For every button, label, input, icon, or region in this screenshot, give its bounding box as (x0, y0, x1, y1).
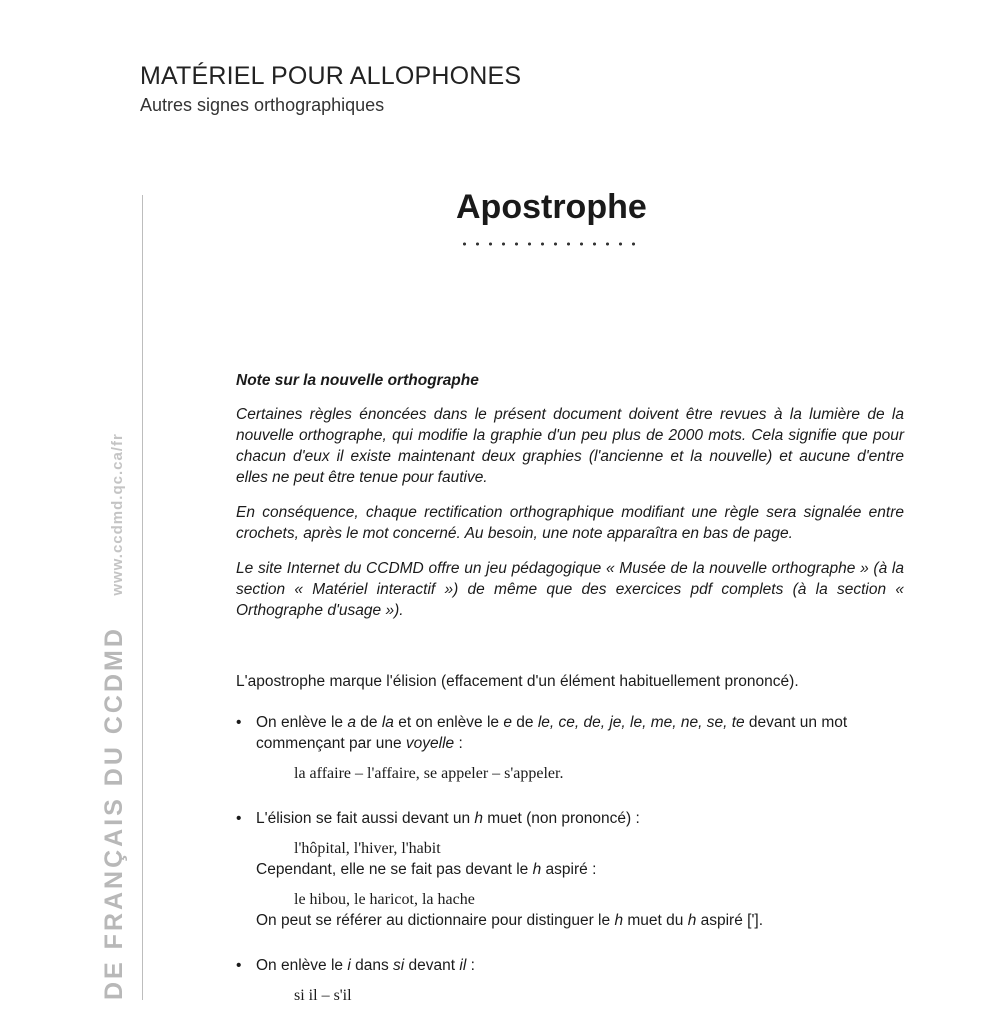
side-divider (142, 195, 143, 1000)
rule-item (236, 808, 904, 931)
document-header (140, 62, 521, 116)
example-text: la affaire – l'affaire, se appeler – s'appeler. (294, 765, 564, 782)
side-url-text: www.ccdmd.qc.ca/fr (109, 433, 126, 596)
bullet-icon: • (236, 957, 242, 974)
page-title: Apostrophe (456, 188, 647, 226)
rule-text: L'élision se fait aussi devant un h muet (non prononcé) : (256, 810, 640, 827)
title-dotted-underline (458, 242, 640, 246)
example-text: si il – s'il (294, 987, 352, 1004)
side-brand-text: DE FRANÇAIS DU CCDMD (100, 626, 128, 1000)
rule-item (236, 712, 904, 784)
intro-paragraph: L'apostrophe marque l'élision (effacement d'un élément habituellement prononcé). (236, 673, 799, 690)
note-paragraph: En conséquence, chaque rectification orthographique modifiant une règle sera signalée entre crochets, après le mot concerné. Au besoin, une note apparaîtra en bas de page. (236, 504, 904, 542)
rule-text: On enlève le a de la et on enlève le e de le, ce, de, je, le, me, ne, se, te devant un mot commençant par une voyelle : (256, 714, 848, 752)
rule-text: Cependant, elle ne se fait pas devant le h aspiré : (256, 861, 597, 878)
header-subtitle: Autres signes orthographiques (140, 95, 385, 115)
example-text: l'hôpital, l'hiver, l'habit (294, 840, 441, 857)
document-body (236, 370, 904, 1030)
note-paragraph: Le site Internet du CCDMD offre un jeu pédagogique « Musée de la nouvelle orthographe » (à la section « Matériel interactif ») de même que des exercices pdf complets (à la section « Orthographe d'usage »). (236, 560, 904, 619)
note-section (236, 370, 904, 621)
rule-text: On peut se référer au dictionnaire pour distinguer le h muet du h aspiré [']. (256, 912, 764, 929)
example-text: le hibou, le haricot, la hache (294, 891, 475, 908)
note-paragraph: Certaines règles énoncées dans le présent document doivent être revues à la lumière de la nouvelle orthographe, qui modifie la graphie d'un peu plus de 2000 mots. Cela signifie que pour chacun d'eux il existe maintenant deux graphies (l'ancienne et la nouvelle) et aucune d'entre elles ne peut être tenue pour fautive. (236, 406, 904, 486)
rule-item (236, 955, 904, 1006)
side-branding (100, 433, 129, 1000)
note-heading: Note sur la nouvelle orthographe (236, 372, 479, 389)
bullet-icon: • (236, 714, 242, 731)
header-title: MATÉRIEL POUR ALLOPHONES (140, 62, 522, 90)
rule-text: On enlève le i dans si devant il : (256, 957, 475, 974)
bullet-icon: • (236, 810, 242, 827)
